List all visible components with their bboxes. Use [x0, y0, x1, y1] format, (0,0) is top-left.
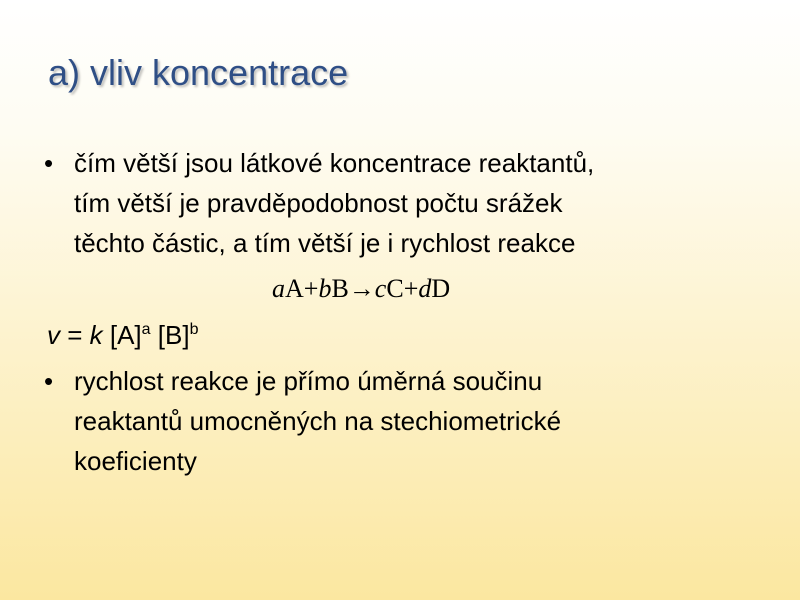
concentration-A: [A]	[102, 320, 142, 350]
coefficient-a: a	[272, 274, 285, 303]
exponent-b: b	[189, 321, 199, 338]
coefficient-d: d	[418, 274, 432, 303]
bullet-line: koeficienty	[74, 446, 197, 476]
bullet-proportionality	[44, 361, 744, 481]
concentration-B: [B]	[150, 320, 190, 350]
coefficient-c: c	[374, 274, 387, 303]
bullet-marker: •	[44, 148, 54, 178]
reaction-equation	[272, 274, 450, 304]
bullet-line: čím větší jsou látkové koncentrace reaktantů,	[74, 148, 595, 178]
bullet-marker: •	[44, 366, 54, 396]
reactant-A: A	[285, 274, 304, 303]
coefficient-b: b	[318, 274, 332, 303]
product-D: D	[431, 274, 451, 303]
exponent-a: a	[141, 321, 151, 338]
bullet-line: reaktantů umocněných na stechiometrické	[74, 406, 562, 436]
reactant-B: B	[331, 274, 349, 303]
rate-symbol: v	[47, 320, 60, 350]
reaction-arrow: →	[348, 274, 375, 303]
bullet-text	[74, 143, 744, 263]
product-C: C	[386, 274, 404, 303]
slide-title: a) vliv koncentrace	[48, 52, 349, 93]
equals-sign: =	[60, 320, 90, 350]
bullet-concentration-effect	[44, 143, 744, 263]
bullet-text	[74, 361, 744, 481]
bullet-line: rychlost reakce je přímo úměrná součinu	[74, 366, 543, 396]
rate-law	[47, 320, 198, 351]
plus-sign: +	[303, 274, 319, 303]
plus-sign: +	[403, 274, 419, 303]
bullet-line: těchto částic, a tím větší je i rychlost reakce	[74, 228, 576, 258]
bullet-line: tím větší je pravděpodobnost počtu srážek	[74, 188, 563, 218]
rate-constant: k	[89, 320, 103, 350]
